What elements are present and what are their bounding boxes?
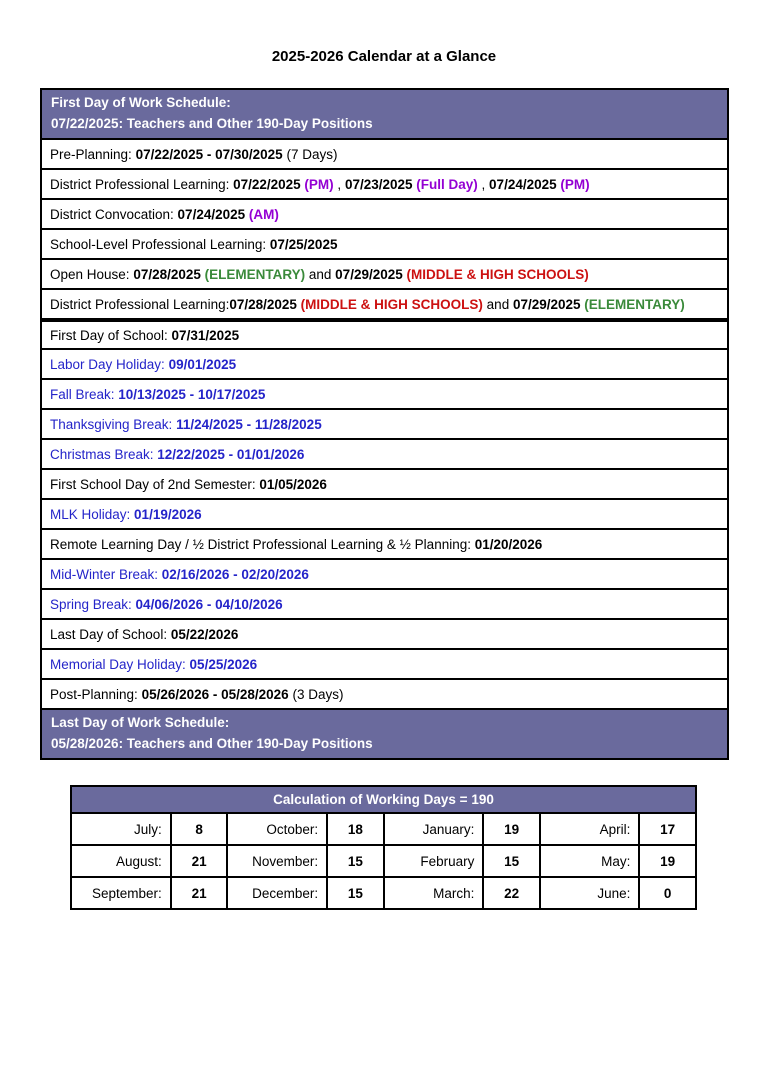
schedule-row — [42, 618, 727, 648]
month-label: July: — [71, 813, 171, 845]
schedule-row — [42, 438, 727, 468]
text-segment: 05/26/2026 - 05/28/2026 — [141, 686, 289, 702]
month-days-value: 19 — [639, 845, 696, 877]
text-segment: (3 Days) — [288, 686, 344, 702]
month-days-value: 0 — [639, 877, 696, 909]
working-days-table — [70, 785, 697, 910]
month-label: March: — [384, 877, 484, 909]
text-segment: 07/23/2025 — [344, 176, 417, 192]
text-segment: Christmas Break: — [50, 446, 158, 462]
month-days-value: 17 — [639, 813, 696, 845]
text-segment: 07/25/2025 — [269, 236, 338, 252]
month-label: June: — [540, 877, 639, 909]
schedule-row — [42, 288, 727, 318]
text-segment: 01/05/2026 — [259, 476, 327, 492]
month-label: October: — [227, 813, 327, 845]
schedule-row — [42, 258, 727, 288]
working-days-title: Calculation of Working Days = 190 — [71, 786, 696, 813]
month-days-value: 18 — [327, 813, 384, 845]
month-label: August: — [71, 845, 171, 877]
month-label: February — [384, 845, 484, 877]
text-segment: 07/24/2025 — [489, 176, 561, 192]
text-segment: , — [477, 176, 490, 192]
schedule-footer-band — [42, 708, 727, 758]
month-label: April: — [540, 813, 639, 845]
schedule-row — [42, 138, 727, 168]
text-segment: (PM) — [560, 176, 590, 192]
month-label: September: — [71, 877, 171, 909]
text-segment: Mid-Winter Break: — [50, 566, 162, 582]
text-segment: 12/22/2025 - 01/01/2026 — [157, 446, 305, 462]
text-segment: MLK Holiday: — [50, 506, 135, 522]
text-segment: 09/01/2025 — [168, 356, 237, 372]
schedule-row — [42, 528, 727, 558]
text-segment: (MIDDLE & HIGH SCHOOLS) — [406, 266, 589, 282]
working-days-row — [71, 877, 696, 909]
schedule-row — [42, 318, 727, 348]
text-segment: 02/16/2026 - 02/20/2026 — [161, 566, 309, 582]
text-segment: and — [482, 296, 513, 312]
working-days-row — [71, 845, 696, 877]
text-segment: District Professional Learning: — [50, 176, 234, 192]
text-segment: Spring Break: — [50, 596, 136, 612]
text-segment: (MIDDLE & HIGH SCHOOLS) — [300, 296, 483, 312]
text-segment: 07/29/2025 — [335, 266, 407, 282]
text-segment: Memorial Day Holiday: — [50, 656, 190, 672]
text-segment: 07/22/2025 - 07/30/2025 — [135, 146, 283, 162]
month-days-value: 19 — [483, 813, 540, 845]
text-segment: Pre-Planning: — [50, 146, 136, 162]
text-segment: 01/19/2026 — [134, 506, 202, 522]
schedule-header-band — [42, 90, 727, 138]
text-segment: First School Day of 2nd Semester: — [50, 476, 260, 492]
schedule-row — [42, 168, 727, 198]
schedule-footer-line1: Last Day of Work Schedule: — [51, 715, 230, 731]
month-days-value: 21 — [171, 845, 228, 877]
text-segment: School-Level Professional Learning: — [50, 236, 270, 252]
text-segment: 07/31/2025 — [171, 327, 240, 343]
schedule-row — [42, 648, 727, 678]
text-segment: (ELEMENTARY) — [584, 296, 685, 312]
working-days-row — [71, 813, 696, 845]
text-segment: Open House: — [50, 266, 134, 282]
text-segment: 10/13/2025 - 10/17/2025 — [118, 386, 266, 402]
text-segment: 04/06/2026 - 04/10/2026 — [135, 596, 283, 612]
text-segment: Remote Learning Day / ½ District Professional Learning & ½ Planning: — [50, 536, 475, 552]
text-segment: and — [305, 266, 336, 282]
schedule-row — [42, 228, 727, 258]
text-segment: First Day of School: — [50, 327, 172, 343]
text-segment: Last Day of School: — [50, 626, 171, 642]
schedule-header-line2: 07/22/2025: Teachers and Other 190-Day Positions — [51, 116, 373, 131]
month-days-value: 15 — [327, 877, 384, 909]
text-segment: 05/22/2026 — [170, 626, 239, 642]
text-segment: Post-Planning: — [50, 686, 142, 702]
schedule-row — [42, 498, 727, 528]
schedule-footer-line2: 05/28/2026: Teachers and Other 190-Day Positions — [51, 736, 373, 751]
schedule-row — [42, 378, 727, 408]
text-segment: (AM) — [248, 206, 279, 222]
month-label: December: — [227, 877, 327, 909]
text-segment: (ELEMENTARY) — [204, 266, 306, 282]
text-segment: 05/25/2026 — [189, 656, 258, 672]
month-days-value: 15 — [327, 845, 384, 877]
schedule-table — [40, 88, 729, 760]
month-days-value: 8 — [171, 813, 228, 845]
text-segment: 07/28/2025 — [133, 266, 205, 282]
text-segment: 07/24/2025 — [177, 206, 249, 222]
schedule-row — [42, 678, 727, 708]
month-label: May: — [540, 845, 639, 877]
schedule-rows — [42, 138, 727, 708]
text-segment: , — [333, 176, 345, 192]
text-segment: (PM) — [304, 176, 334, 192]
schedule-row — [42, 198, 727, 228]
month-days-value: 22 — [483, 877, 540, 909]
text-segment: 07/22/2025 — [233, 176, 305, 192]
text-segment: District Professional Learning: — [50, 296, 230, 312]
schedule-header-line1: First Day of Work Schedule: — [51, 95, 231, 111]
month-days-value: 21 — [171, 877, 228, 909]
month-days-value: 15 — [483, 845, 540, 877]
schedule-row — [42, 348, 727, 378]
schedule-row — [42, 408, 727, 438]
month-label: January: — [384, 813, 484, 845]
month-label: November: — [227, 845, 327, 877]
text-segment: 11/24/2025 - 11/28/2025 — [176, 416, 322, 432]
text-segment: Thanksgiving Break: — [50, 416, 177, 432]
schedule-row — [42, 558, 727, 588]
text-segment: 01/20/2026 — [474, 536, 543, 552]
text-segment: Labor Day Holiday: — [50, 356, 169, 372]
text-segment: 07/28/2025 — [229, 296, 301, 312]
text-segment: Fall Break: — [50, 386, 119, 402]
text-segment: (Full Day) — [416, 176, 478, 192]
schedule-row — [42, 588, 727, 618]
text-segment: 07/29/2025 — [512, 296, 585, 312]
schedule-row — [42, 468, 727, 498]
page-title: 2025-2026 Calendar at a Glance — [271, 48, 497, 65]
text-segment: District Convocation: — [50, 206, 178, 222]
text-segment: (7 Days) — [282, 146, 338, 162]
